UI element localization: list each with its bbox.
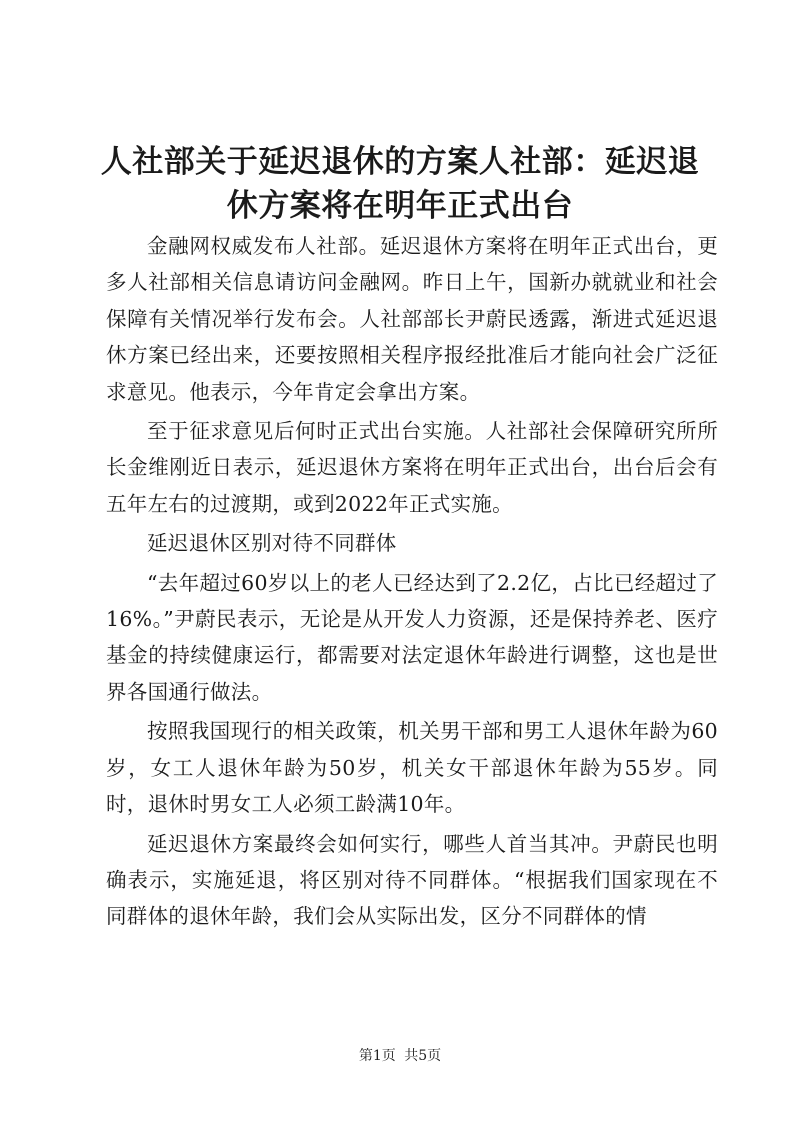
page-number: 第1页: [358, 1048, 396, 1064]
paragraph: “去年超过60岁以上的老人已经达到了2.2亿，占比已经超过了16%。”尹蔚民表示，无论是从开发人力资源，还是保持养老、医疗基金的持续健康运行，都需要对法定退休年龄进行调整，这也是世界各国通行做法。: [106, 570, 718, 704]
document-body: [106, 228, 718, 938]
paragraph: 延迟退休方案最终会如何实行，哪些人首当其冲。尹蔚民也明确表示，实施延退，将区别对待不同群体。“根据我们国家现在不同群体的退休年龄，我们会从实际出发，区分不同群体的情: [106, 831, 718, 929]
paragraph: 至于征求意见后何时正式出台实施。人社部社会保障研究所所长金维刚近日表示，延迟退休方案将在明年正式出台，出台后会有五年左右的过渡期，或到2022年正式实施。: [106, 419, 718, 516]
page-total: 共5页: [404, 1048, 442, 1064]
paragraph: 金融网权威发布人社部。延迟退休方案将在明年正式出台，更多人社部相关信息请访问金融网。昨日上午，国新办就就业和社会保障有关情况举行发布会。人社部部长尹蔚民透露，渐进式延迟退休方案已经出来，还要按照相关程序报经批准后才能向社会广泛征求意见。他表示，今年肯定会拿出方案。: [106, 234, 718, 404]
page-footer: [0, 1046, 800, 1066]
document-title: 人社部关于延迟退休的方案人社部：延迟退休方案将在明年正式出台: [100, 144, 700, 224]
section-heading: 延迟退休区别对待不同群体: [147, 531, 397, 556]
paragraph: 按照我国现行的相关政策，机关男干部和男工人退休年龄为60岁，女工人退休年龄为50岁，机关女干部退休年龄为55岁。同时，退休时男女工人必须工龄满10年。: [106, 719, 718, 817]
